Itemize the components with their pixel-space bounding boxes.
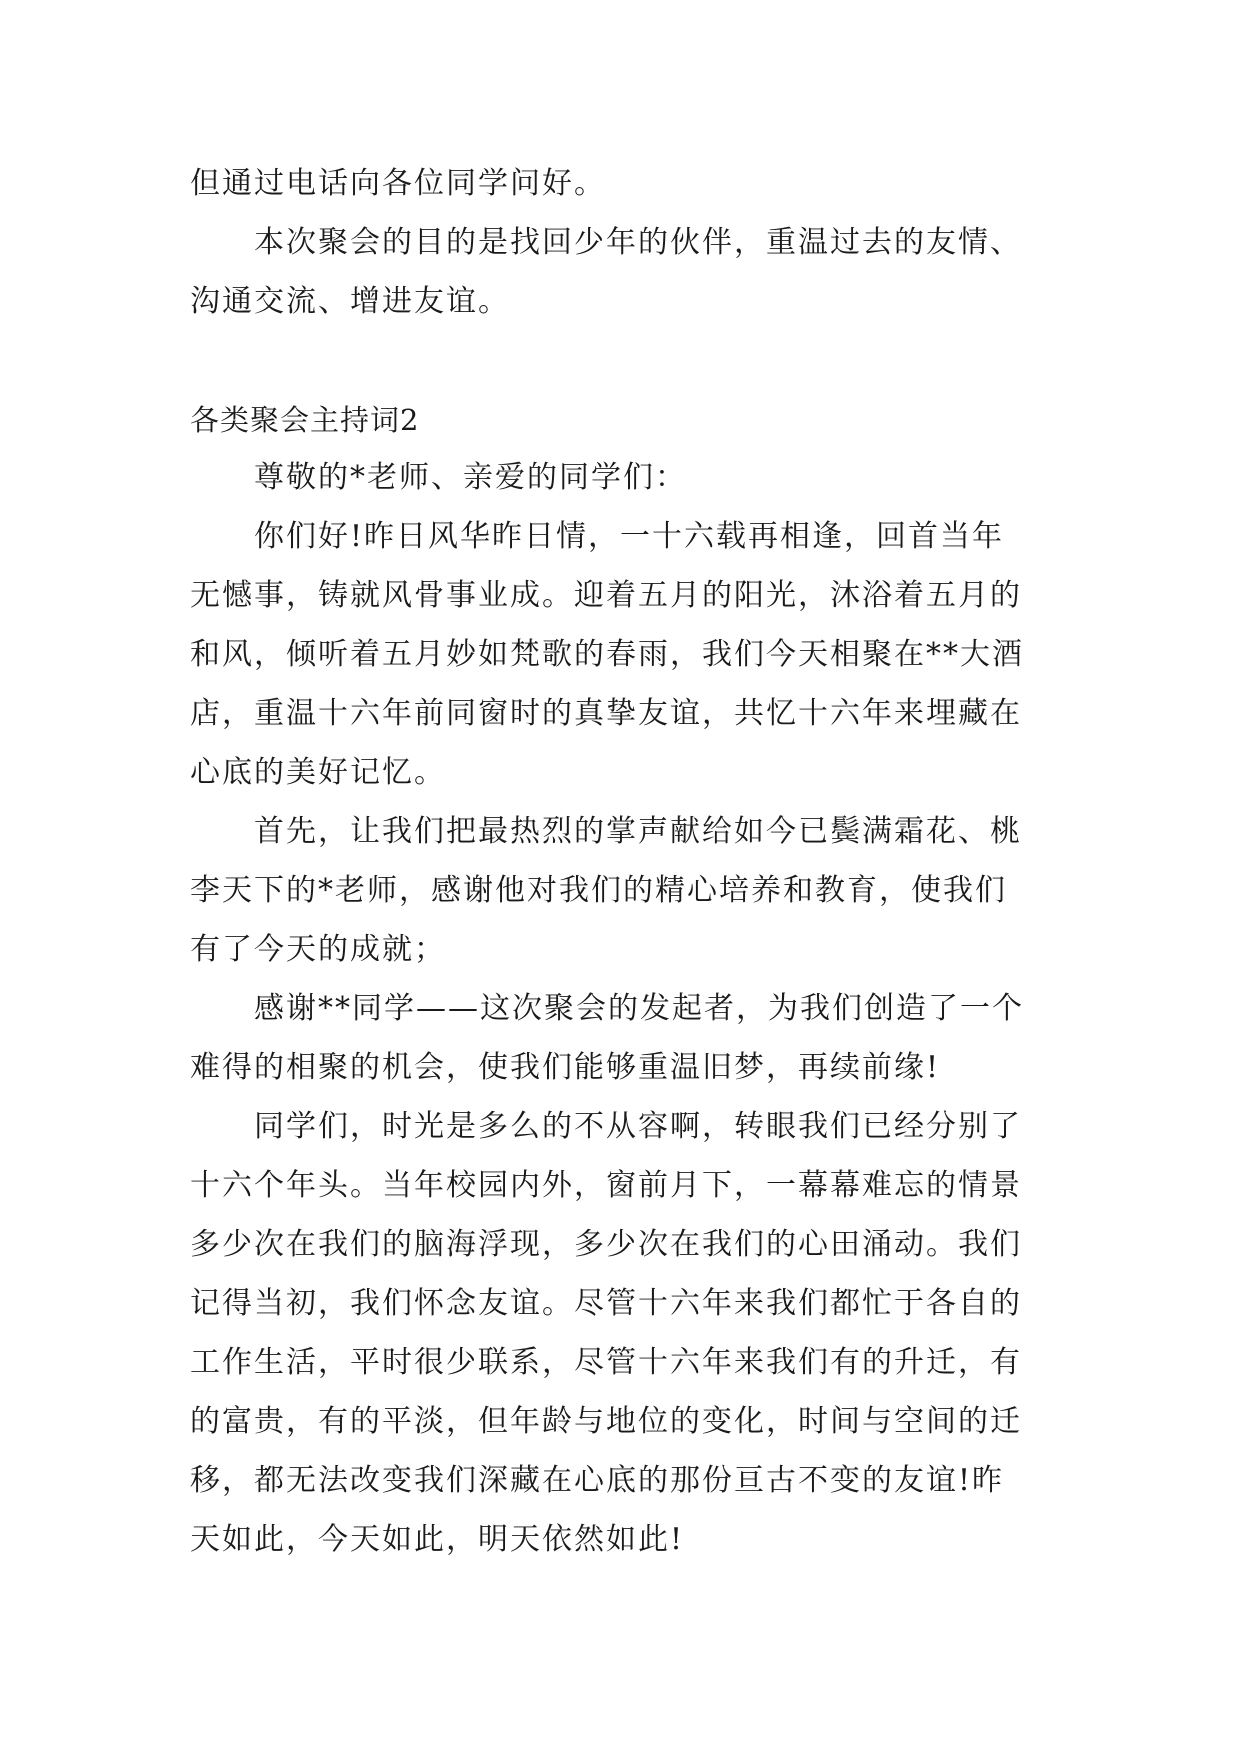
text-line: 沟通交流、增进友谊。 [190, 284, 510, 319]
text-line: 尊敬的*老师、亲爱的同学们： [254, 460, 687, 495]
text-line: 的富贵，有的平淡，但年龄与地位的变化，时间与空间的迁 [190, 1404, 1022, 1439]
text-line: 多少次在我们的脑海浮现，多少次在我们的心田涌动。我们 [190, 1227, 1022, 1262]
text-line: 工作生活，平时很少联系，尽管十六年来我们有的升迁，有 [190, 1345, 1022, 1380]
section-heading: 各类聚会主持词2 [190, 403, 420, 437]
text-line: 天如此，今天如此，明天依然如此! [190, 1522, 685, 1557]
text-line: 你们好!昨日风华昨日情，一十六载再相逢，回首当年 [254, 519, 1005, 554]
text-line: 心底的美好记忆。 [190, 755, 446, 790]
text-line: 本次聚会的目的是找回少年的伙伴，重温过去的友情、 [254, 225, 1022, 260]
text-line: 和风，倾听着五月妙如梵歌的春雨，我们今天相聚在**大酒 [190, 637, 1024, 672]
text-line: 但通过电话向各位同学问好。 [190, 166, 606, 201]
text-line: 有了今天的成就； [190, 932, 446, 967]
text-line: 记得当初，我们怀念友谊。尽管十六年来我们都忙于各自的 [190, 1286, 1022, 1321]
text-line: 李天下的*老师，感谢他对我们的精心培养和教育，使我们 [190, 873, 1007, 908]
text-line: 感谢**同学——这次聚会的发起者，为我们创造了一个 [254, 991, 1024, 1026]
text-line: 首先，让我们把最热烈的掌声献给如今已鬓满霜花、桃 [254, 814, 1022, 849]
text-line: 同学们，时光是多么的不从容啊，转眼我们已经分别了 [254, 1109, 1022, 1144]
text-line: 无憾事，铸就风骨事业成。迎着五月的阳光，沐浴着五月的 [190, 578, 1022, 613]
text-line: 难得的相聚的机会，使我们能够重温旧梦，再续前缘! [190, 1050, 941, 1085]
text-line: 移，都无法改变我们深藏在心底的那份亘古不变的友谊!昨 [190, 1463, 1005, 1498]
text-line: 店，重温十六年前同窗时的真挚友谊，共忆十六年来埋藏在 [190, 696, 1022, 731]
text-line: 十六个年头。当年校园内外，窗前月下，一幕幕难忘的情景 [190, 1168, 1022, 1203]
